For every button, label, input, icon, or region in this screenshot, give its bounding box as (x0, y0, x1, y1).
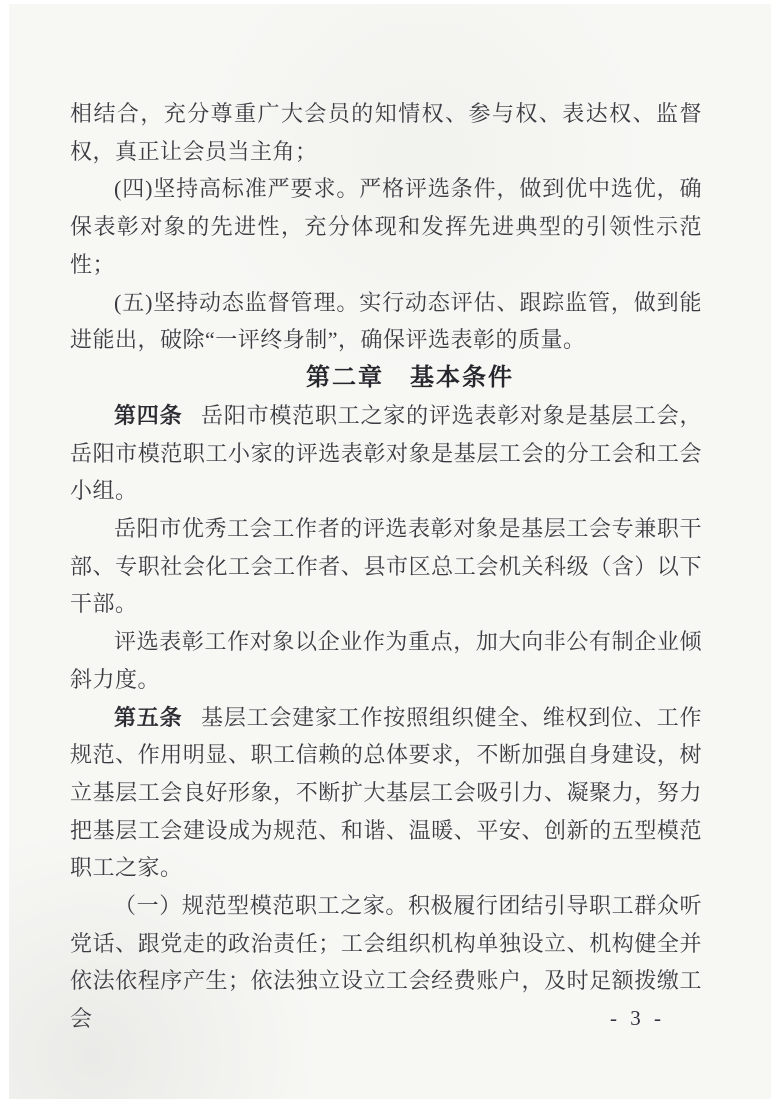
paragraph-article-4-3: 评选表彰工作对象以企业作为重点，加大向非公有制企业倾斜力度。 (70, 629, 702, 692)
article-5-label: 第五条 (114, 704, 183, 730)
scan-edge-left (0, 0, 9, 1099)
paragraph-article-4 (70, 397, 702, 510)
paragraph-principle-5: (五)坚持动态监督管理。实行动态评估、跟踪监管，做到能进能出，破除“一评终身制”，确保评选表彰的质量。 (70, 289, 702, 353)
chapter-heading: 第二章 基本条件 (306, 363, 514, 391)
article-5-text: 基层工会建家工作按照组织健全、维权到位、工作规范、作用明显、职工信赖的总体要求，不断加强自身建设，树立基层工会良好形象，不断扩大基层工会吸引力、凝聚力，努力把基层工会建设成为规范、和谐、温暖、平安、创新的五型模范职工之家。 (70, 704, 702, 881)
article-4-label: 第四条 (114, 402, 183, 428)
paragraph-article-5 (70, 699, 702, 888)
paragraph-continuation: 相结合，充分尊重广大会员的知情权、参与权、表达权、监督权，真正让会员当主角； (70, 101, 702, 164)
paragraph-item-1: （一）规范型模范职工之家。积极履行团结引导职工群众听党话、跟党走的政治责任；工会组织机构单独设立、机构健全并依法依程序产生；依法独立设立工会经费账户，及时足额拨缴工会 (70, 893, 702, 1032)
article-4-text: 岳阳市模范职工之家的评选表彰对象是基层工会，岳阳市模范职工小家的评选表彰对象是基层工会的分工会和工会小组。 (70, 402, 702, 504)
document-body (70, 95, 702, 1038)
paragraph-article-4-2: 岳阳市优秀工会工作者的评选表彰对象是基层工会专兼职干部、专职社会化工会工作者、县市区总工会机关科级（含）以下干部。 (70, 516, 702, 617)
scan-edge-top (0, 0, 771, 4)
page-number: - 3 - (610, 1006, 665, 1030)
paragraph-principle-4: (四)坚持高标准严要求。严格评选条件，做到优中选优，确保表彰对象的先进性，充分体现和发挥先进典型的引领性示范性； (70, 176, 702, 277)
